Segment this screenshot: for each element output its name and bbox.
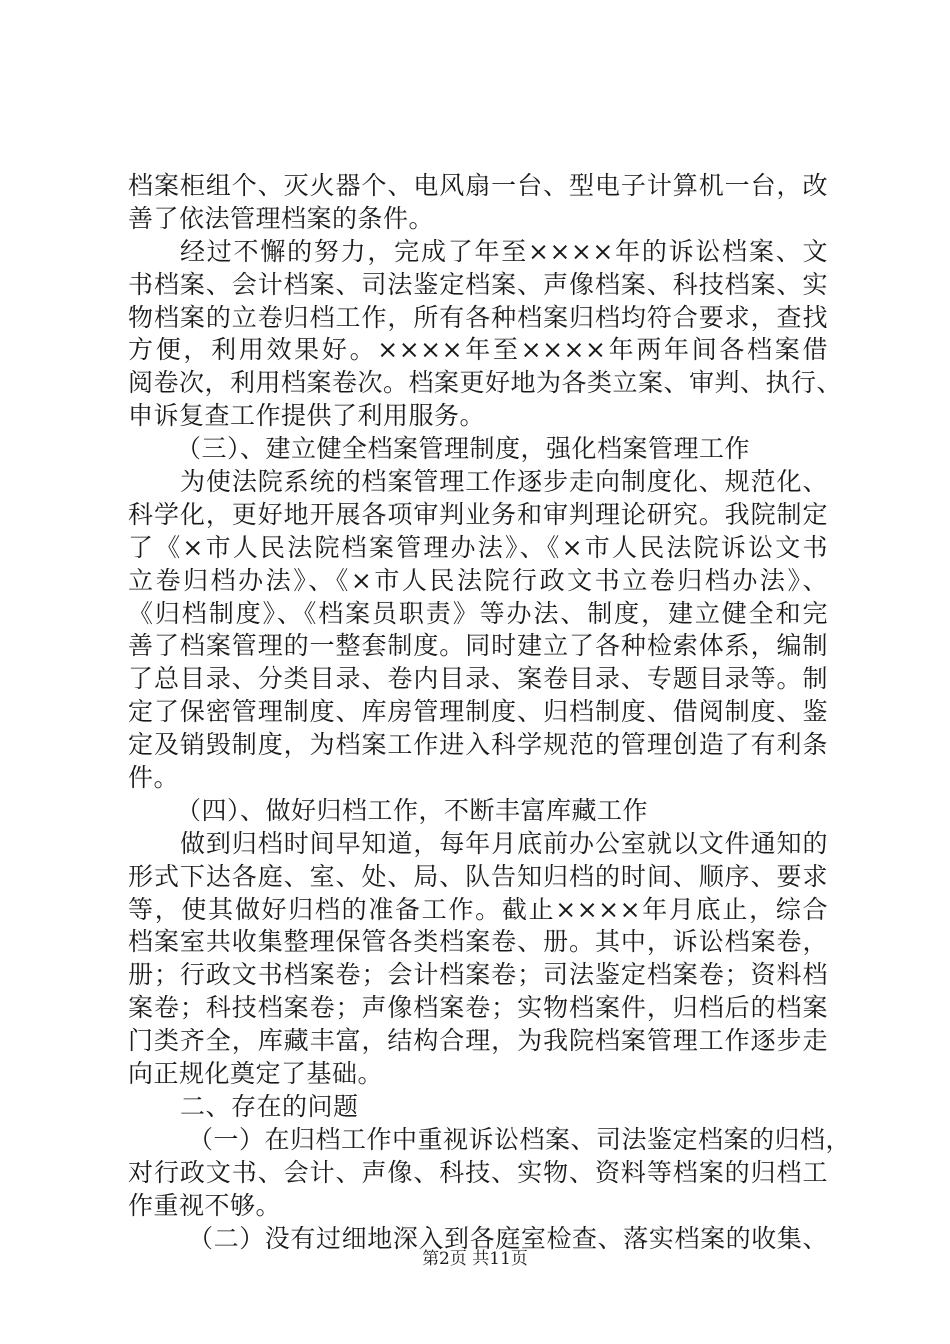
- text-line: 阅卷次，利用档案卷次。档案更好地为各类立案、审判、执行、: [128, 368, 843, 398]
- text-line: 形式下达各庭、室、处、局、队告知归档的时间、顺序、要求: [128, 861, 828, 891]
- text-line: 做到归档时间早知道，每年月底前办公室就以文件通知的: [180, 828, 828, 858]
- text-line: 物档案的立卷归档工作，所有各种档案归档均符合要求，查找: [128, 302, 828, 332]
- text-line: 申诉复查工作提供了利用服务。: [128, 401, 486, 431]
- text-line: （二）没有过细地深入到各庭室检查、落实档案的收集、: [188, 1223, 828, 1253]
- document-body: [128, 170, 852, 1255]
- text-line: 案卷；科技档案卷；声像档案卷；实物档案件，归档后的档案: [128, 993, 828, 1023]
- text-line: 为使法院系统的档案管理工作逐步走向制度化、规范化、: [180, 467, 828, 497]
- text-line: 《归档制度》、《档案员职责》等办法、制度，建立健全和完: [128, 598, 828, 628]
- text-line: 定了保密管理制度、库房管理制度、归档制度、借阅制度、鉴: [128, 697, 828, 727]
- text-line: 档案柜组个、灭火器个、电风扇一台、型电子计算机一台，改: [128, 171, 828, 200]
- text-line: 经过不懈的努力，完成了年至××××年的诉讼档案、文: [180, 236, 828, 266]
- text-line: 定及销毁制度，为档案工作进入科学规范的管理创造了有利条: [128, 730, 828, 760]
- section-heading: 二、存在的问题: [180, 1091, 359, 1121]
- text-line: 善了依法管理档案的条件。: [128, 203, 435, 233]
- text-line: 册；行政文书档案卷；会计档案卷；司法鉴定档案卷；资料档: [128, 960, 828, 990]
- text-line: 立卷归档办法》、《×市人民法院行政文书立卷归档办法》、: [128, 565, 828, 595]
- text-line: 了《×市人民法院档案管理办法》、《×市人民法院诉讼文书: [128, 532, 828, 562]
- section-heading: （四）、做好归档工作，不断丰富库藏工作: [176, 795, 649, 825]
- text-line: 作重视不够。: [128, 1190, 282, 1220]
- text-line: （一）在归档工作中重视诉讼档案、司法鉴定档案的归档，: [188, 1124, 852, 1154]
- page-footer: 第2页 共11页: [422, 1249, 528, 1269]
- text-line: 书档案、会计档案、司法鉴定档案、声像档案、科技档案、实: [128, 269, 828, 299]
- text-line: 档案室共收集整理保管各类档案卷、册。其中，诉讼档案卷，: [128, 927, 828, 957]
- text-line: 方便，利用效果好。××××年至××××年两年间各档案借: [128, 335, 828, 365]
- text-line: 件。: [128, 763, 180, 793]
- text-line: 善了档案管理的一整套制度。同时建立了各种检索体系，编制: [128, 631, 828, 661]
- text-line: 向正规化奠定了基础。: [128, 1059, 384, 1089]
- section-heading: （三）、建立健全档案管理制度，强化档案管理工作: [176, 434, 751, 464]
- text-line: 科学化，更好地开展各项审判业务和审判理论研究。我院制定: [128, 499, 828, 529]
- text-line: 对行政文书、会计、声像、科技、实物、资料等档案的归档工: [128, 1157, 828, 1187]
- text-line: 了总目录、分类目录、卷内目录、案卷目录、专题目录等。制: [128, 664, 828, 694]
- text-line: 门类齐全，库藏丰富，结构合理，为我院档案管理工作逐步走: [128, 1026, 828, 1056]
- text-line: 等，使其做好归档的准备工作。截止××××年月底止，综合: [128, 894, 828, 924]
